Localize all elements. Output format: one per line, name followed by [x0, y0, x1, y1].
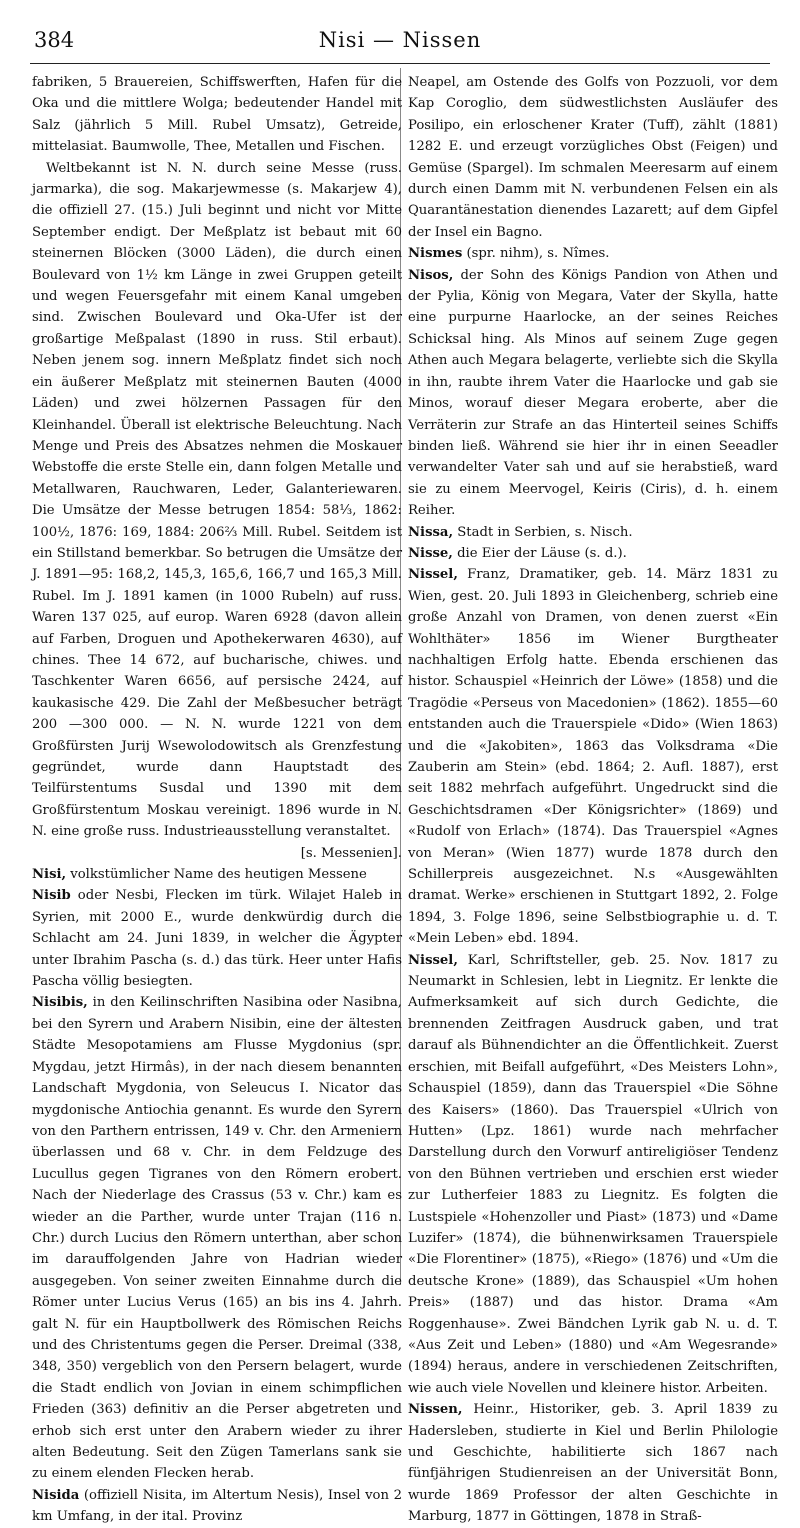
dictionary-entry	[408, 72, 778, 243]
dictionary-entry	[408, 564, 778, 949]
left-column	[32, 72, 402, 1528]
dictionary-entry	[32, 158, 402, 843]
entry-text: Karl, Schriftsteller, geb. 25. Nov. 1817 zu Neumarkt in Schlesien, lebt in Liegnitz. Er lenkte die Aufmerksamkeit auf sich durch Gedichte, die brennenden Zeitfragen Ausdruck gaben, und trat darauf als Bühnendichter an die Öffentlichkeit. Zuerst erschien, mit Beifall aufgeführt, «Des Meisters Lohn», Schauspiel (1859), dann das Trauerspiel «Die Söhne des Kaisers» (1860). Das Trauerspiel «Ulrich von Hutten» (Lpz. 1861) wurde nach mehrfacher Darstellung durch den Vorwurf antireligiöser Tendenz von den Bühnen vertrieben und erschien erst wieder zur Lutherfeier 1883 zu Liegnitz. Es folgten die Lustspiele «Hohenzoller und Piast» (1873) und «Dame Luzifer» (1874), die bühnenwirksamen Trauerspiele «Die Florentiner» (1875), «Riego» (1876) und «Um die deutsche Krone» (1889), das Schauspiel «Um hohen Preis» (1887) und das histor. Drama «Am Roggenhause». Zwei Bändchen Lyrik gab N. u. d. T. «Aus Zeit und Leben» (1880) und «Am Wegesrande» (1894) heraus, andere in verschiedenen Zeitschriften, wie auch viele Novellen und kleinere histor. Arbeiten.	[408, 952, 778, 1396]
running-head: Nisi — Nissen	[318, 28, 482, 52]
entry-headword: Nissen,	[408, 1402, 463, 1418]
entry-text: oder Nesbi, Flecken im türk. Wilajet Haleb in Syrien, mit 2000 E., wurde denkwürdig durch die Schlacht am 24. Juni 1839, in welcher die Ägypter unter Ibrahim Pascha (s. d.) das türk. Heer unter Hafis Pascha völlig besiegten.	[32, 888, 402, 990]
entry-headword: Nissel,	[408, 952, 458, 968]
entry-text: der Sohn des Königs Pandion von Athen und der Pylia, König von Megara, Vater der Skylla, hatte eine purpurne Haarlocke, an der seines Reiches Schicksal hing. Als Minos auf seinem Zuge gegen Athen auch Megara belagerte, verliebte sich die Skylla in ihn, raubte ihrem Vater die Haarlocke und gab sie Minos, worauf dieser Megara eroberte, aber die Verräterin zur Strafe an das Hinterteil seines Schiffs binden ließ. Während sie hier ihr in einen Seeadler verwandelter Vater sah und auf sie herabstieß, ward sie zu einem Meervogel, Keiris (Ciris), d. h. einem Reiher.	[408, 267, 778, 519]
entry-headword: Nissel,	[408, 567, 458, 583]
entry-headword: Nisos,	[408, 267, 454, 283]
page-header	[34, 28, 766, 58]
entry-text: volkstümlicher Name des heutigen Messene	[66, 867, 367, 883]
dictionary-entry	[32, 843, 402, 864]
entry-text: (offiziell Nisita, im Altertum Nesis), Insel von 2 km Umfang, in der ital. Provinz	[32, 1487, 402, 1525]
dictionary-entry	[408, 522, 778, 543]
dictionary-entry	[32, 1485, 402, 1528]
entry-headword: Nisibis,	[32, 995, 88, 1011]
dictionary-entry	[32, 72, 402, 158]
entry-text: Weltbekannt ist N. N. durch seine Messe (russ. jarmarka), die sog. Makarjewmesse (s. Makarjew 4), die offiziell 27. (15.) Juli beginnt und nicht vor Mitte September endigt. Der Meßplatz ist bebaut mit 60 steinernen Blöcken (3000 Läden), die durch einen Boulevard von 1½ km Länge in zwei Gruppen geteilt und wegen Feuersgefahr mit einem Kanal umgeben sind. Zwischen Boulevard und Oka-Ufer ist der großartige Meßpalast (1890 in russ. Stil erbaut). Neben jenem sog. innern Meßplatz findet sich noch ein äußerer Meßplatz mit steinernen Bauten (4000 Läden) und zwei hölzernen Passagen für den Kleinhandel. Überall ist elektrische Beleuchtung. Nach Menge und Preis des Absatzes nehmen die Moskauer Webstoffe die erste Stelle ein, dann folgen Metalle und Metallwaren, Rauchwaren, Leder, Galanteriewaren. Die Umsätze der Messe betrugen 1854: 58⅓, 1862: 100½, 1876: 169, 1884: 206⅔ Mill. Rubel. Seitdem ist ein Stillstand bemerkbar. So betrugen die Umsätze der J. 1891—95: 168,2, 145,3, 165,6, 166,7 und 165,3 Mill. Rubel. Im J. 1891 kamen (in 1000 Rubeln) auf russ. Waren 137 025, auf europ. Waren 6928 (davon allein auf Farben, Droguen und Apothekerwaren 4630), auf chines. Thee 14 672, auf bucharische, chiwes. und Taschkenter Waren 6656, auf persische 2424, auf kaukasische 429. Die Zahl der Meßbesucher beträgt 200 —300 000. — N. N. wurde 1221 von dem Großfürsten Jurij Wsewolodowitsch als Grenzfestung gegründet, wurde dann Hauptstadt des Teilfürstentums Susdal und 1390 mit dem Großfürstentum Moskau vereinigt. 1896 wurde in N. N. eine große russ. Industrieausstellung veranstaltet.	[32, 160, 402, 840]
entry-text: (spr. nihm), s. Nîmes.	[462, 246, 610, 262]
entry-headword: Nisi,	[32, 867, 67, 883]
dictionary-entry	[408, 265, 778, 522]
dictionary-entry	[32, 864, 402, 885]
dictionary-entry	[408, 243, 778, 264]
entry-headword: Nismes	[408, 246, 463, 262]
entry-text: fabriken, 5 Brauereien, Schiffswerften, Hafen für die Oka und die mittlere Wolga; bedeutender Handel mit Salz (jährlich 5 Mill. Rubel Umsatz), Getreide, mittelasiat. Baumwolle, Thee, Metallen und Fischen.	[32, 75, 402, 155]
entry-headword: Nisida	[32, 1487, 80, 1503]
dictionary-entry	[32, 992, 402, 1484]
dictionary-entry	[408, 950, 778, 1400]
dictionary-entry	[408, 1399, 778, 1527]
entry-text: Franz, Dramatiker, geb. 14. März 1831 zu Wien, gest. 20. Juli 1893 in Gleichenberg, schrieb eine große Anzahl von Dramen, von denen zuerst «Ein Wohlthäter» 1856 im Wiener Burgtheater nachhaltigen Erfolg hatte. Ebenda erschienen das histor. Schauspiel «Heinrich der Löwe» (1858) und die Tragödie «Perseus von Macedonien» (1862). 1855—60 entstanden auch die Trauerspiele «Dido» (Wien 1863) und die «Jakobiten», 1863 das Volksdrama «Die Zauberin am Stein» (ebd. 1864; 2. Aufl. 1887), erst seit 1882 mehrfach aufgeführt. Ungedruckt sind die Geschichtsdramen «Der Königsrichter» (1869) und «Rudolf von Erlach» (1874). Das Trauerspiel «Agnes von Meran» (Wien 1877) wurde 1878 durch den Schillerpreis ausgezeichnet. N.s «Ausgewählten dramat. Werke» erschienen in Stuttgart 1892, 2. Folge 1894, 3. Folge 1896, seine Selbstbiographie u. d. T. «Mein Leben» ebd. 1894.	[408, 567, 778, 947]
entry-headword: Nisib	[32, 888, 71, 904]
entry-text: die Eier der Läuse (s. d.).	[452, 545, 627, 561]
entry-text: in den Keilinschriften Nasibina oder Nasibna, bei den Syrern und Arabern Nisibin, eine der ältesten Städte Mesopotamiens am Flusse Mygdonius (spr. Mygdau, jetzt Hirmâs), in der nach diesem benannten Landschaft Mygdonia, von Seleucus I. Nicator das mygdonische Antiochia genannt. Es wurde den Syrern von den Parthern entrissen, 149 v. Chr. den Armeniern überlassen und 68 v. Chr. in dem Feldzuge des Lucullus gegen Tigranes von den Römern erobert. Nach der Niederlage des Crassus (53 v. Chr.) kam es wieder an die Parther, wurde unter Trajan (116 n. Chr.) durch Lucius den Römern unterthan, aber schon im darauffolgenden Jahre von Hadrian wieder ausgegeben. Von seiner zweiten Einnahme durch die Römer unter Lucius Verus (165) an bis ins 4. Jahrh. galt N. für ein Hauptbollwerk des Römischen Reichs und des Christentums gegen die Perser. Dreimal (338, 348, 350) vergeblich von den Persern belagert, wurde die Stadt endlich von Jovian in einem schimpflichen Frieden (363) definitiv an die Perser abgetreten und erhob sich erst unter den Arabern wieder zu ihrer alten Bedeutung. Seit den Zügen Tamerlans sank sie zu einem elenden Flecken herab.	[32, 995, 402, 1482]
entry-text: [s. Messenien].	[300, 845, 402, 861]
entry-text: Heinr., Historiker, geb. 3. April 1839 zu Hadersleben, studierte in Kiel und Berlin Philologie und Geschichte, habilitierte sich 1867 nach fünfjährigen Studienreisen an der Universität Bonn, wurde 1869 Professor der alten Geschichte in Marburg, 1877 in Göttingen, 1878 in Straß-	[408, 1402, 778, 1525]
entry-headword: Nissa,	[408, 524, 454, 540]
page-number: 384	[34, 28, 75, 52]
entry-headword: Nisse,	[408, 545, 453, 561]
entry-text: Neapel, am Ostende des Golfs von Pozzuoli, vor dem Kap Coroglio, dem südwestlichsten Ausläufer des Posilipo, ein erloschener Krater (Tuff), zählt (1881) 1282 E. und erzeugt vorzügliches Obst (Feigen) und Gemüse (Spargel). Im schmalen Meeresarm auf einem durch einen Damm mit N. verbundenen Felsen ein als Quarantänestation dienendes Lazarett; auf dem Gipfel der Insel ein Bagno.	[408, 75, 778, 240]
dictionary-entry	[408, 543, 778, 564]
entry-text: Stadt in Serbien, s. Nisch.	[453, 524, 633, 540]
right-column	[408, 72, 778, 1528]
header-rule	[30, 63, 770, 64]
dictionary-entry	[32, 885, 402, 992]
